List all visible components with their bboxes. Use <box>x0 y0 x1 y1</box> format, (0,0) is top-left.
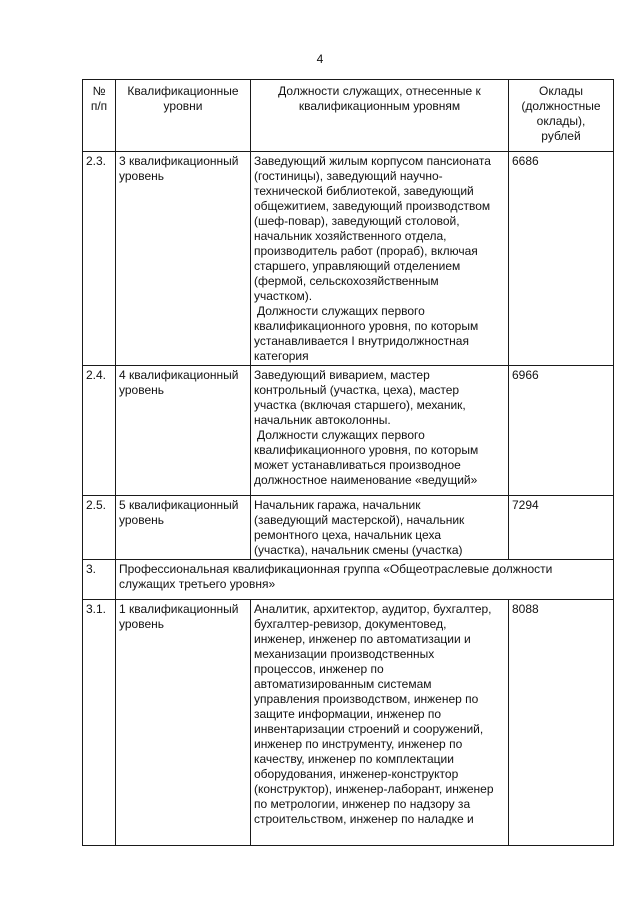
positions-extra: Должности служащих первого квалификационного уровня, по которым устанавливается I внутридолжностная категория <box>254 304 479 363</box>
header-level: Квалификационные уровни <box>116 80 251 152</box>
salary-table <box>82 79 614 846</box>
row-salary: 6966 <box>509 366 614 496</box>
group-title: Профессиональная квалификационная группа «Общеотраслевые должности служащих третьего уровня» <box>116 560 614 600</box>
row-positions <box>251 600 509 846</box>
header-positions: Должности служащих, отнесенные к квалификационным уровням <box>251 80 509 152</box>
row-num: 2.3. <box>83 152 116 366</box>
row-level: 4 квалификационный уровень <box>116 366 251 496</box>
positions-main: Начальник гаража, начальник (заведующий мастерской), начальник ремонтного цеха, начальник цеха (участка), начальник смены (участка) <box>254 498 465 557</box>
row-level: 5 квалификационный уровень <box>116 496 251 560</box>
positions-main: Заведующий виварием, мастер контрольный (участка, цеха), мастер участка (включая старшего), механик, начальник автоколонны. <box>254 368 466 427</box>
table-row <box>83 366 614 496</box>
table-row <box>83 152 614 366</box>
positions-main: Заведующий жилым корпусом пансионата (гостиницы), заведующий научно- технической библиотекой, заведующий общежитием, заведующий производством (шеф-повар), заведующий столовой, начальник хозяйственного отдела, производитель работ (прораб), включая старшего, управляющий отделением (фермой, сельскохозяйственным участком). <box>254 154 491 303</box>
row-level: 1 квалификационный уровень <box>116 600 251 846</box>
row-salary: 8088 <box>509 600 614 846</box>
positions-extra: Должности служащих первого квалификационного уровня, по которым может устанавливаться производное должностное наименование «ведущий» <box>254 428 479 487</box>
row-num: 2.4. <box>83 366 116 496</box>
group-row <box>83 560 614 600</box>
row-level: 3 квалификационный уровень <box>116 152 251 366</box>
page-number: 4 <box>316 52 324 66</box>
header-salary: Оклады (должностные оклады), рублей <box>509 80 614 152</box>
row-num: 2.5. <box>83 496 116 560</box>
positions-main: Аналитик, архитектор, аудитор, бухгалтер, бухгалтер-ревизор, документовед, инженер, инженер по автоматизации и механизации производственных процессов, инженер по автоматизированным системам управления производством, инженер по защите информации, инженер по инвентаризации строений и сооружений, инженер по инструменту, инженер по качеству, инженер по комплектации оборудования, инженер-конструктор (конструктор), инженер-лаборант, инженер по метрологии, инженер по надзору за строительством, инженер по наладке и <box>254 602 494 826</box>
row-positions <box>251 366 509 496</box>
group-num: 3. <box>83 560 116 600</box>
row-salary: 6686 <box>509 152 614 366</box>
table-row <box>83 600 614 846</box>
table-row <box>83 496 614 560</box>
row-num: 3.1. <box>83 600 116 846</box>
row-salary: 7294 <box>509 496 614 560</box>
header-num: № п/п <box>83 80 116 152</box>
table-header-row <box>83 80 614 152</box>
row-positions <box>251 496 509 560</box>
row-positions <box>251 152 509 366</box>
